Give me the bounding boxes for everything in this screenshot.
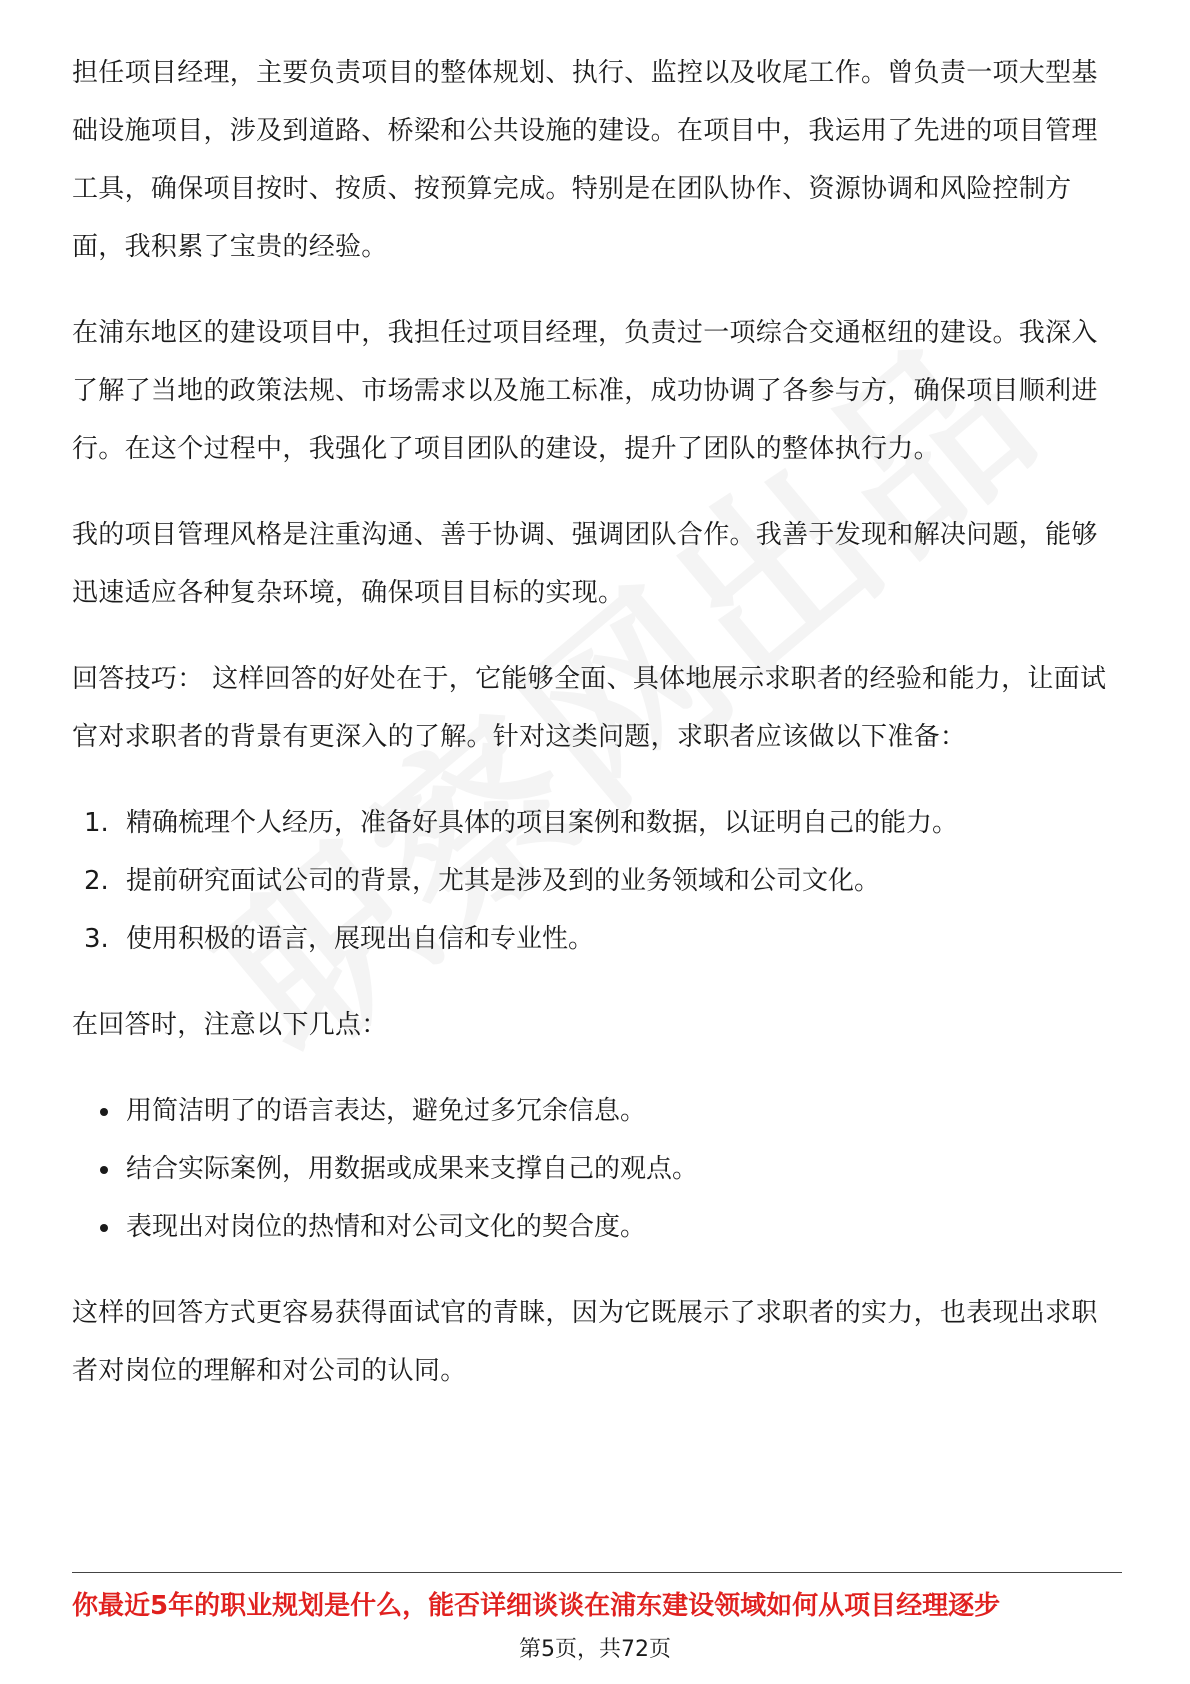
paragraph-conclusion: 这样的回答方式更容易获得面试官的青睐，因为它既展示了求职者的实力，也表现出求职者对岗位的理解和对公司的认同。 xyxy=(72,1298,1098,1386)
page-number: 第5页，共72页 xyxy=(519,1637,671,1662)
paragraph-tips: 回答技巧： 这样回答的好处在于，它能够全面、具体地展示求职者的经验和能力，让面试官对求职者的背景有更深入的了解。针对这类问题，求职者应该做以下准备： xyxy=(72,664,1107,752)
list-item-text: 结合实际案例，用数据或成果来支撑自己的观点。 xyxy=(126,1154,699,1184)
list-item xyxy=(72,1198,1122,1256)
list-item-text: 表现出对岗位的热情和对公司文化的契合度。 xyxy=(126,1212,647,1242)
list-item-text: 提前研究面试公司的背景，尤其是涉及到的业务领域和公司文化。 xyxy=(126,866,881,896)
list-item xyxy=(72,794,1122,852)
list-item xyxy=(72,910,1122,968)
bullet-icon xyxy=(100,1166,108,1174)
next-question-title: 你最近5年的职业规划是什么，能否详细谈谈在浦东建设领域如何从项目经理逐步 xyxy=(72,1591,1001,1621)
list-item xyxy=(72,852,1122,910)
list-item-text: 用简洁明了的语言表达，避免过多冗余信息。 xyxy=(126,1096,647,1126)
list-number: 2. xyxy=(84,866,109,896)
numbered-list xyxy=(72,794,1122,968)
footer-divider xyxy=(72,1572,1122,1573)
list-item xyxy=(72,1082,1122,1140)
main-content xyxy=(72,44,1122,1400)
paragraph-notes-intro: 在回答时，注意以下几点： xyxy=(72,1010,388,1040)
list-item-text: 使用积极的语言，展现出自信和专业性。 xyxy=(126,924,595,954)
list-number: 1. xyxy=(84,808,109,838)
list-number: 3. xyxy=(84,924,109,954)
paragraph-style: 我的项目管理风格是注重沟通、善于协调、强调团队合作。我善于发现和解决问题，能够迅速适应各种复杂环境，确保项目目标的实现。 xyxy=(72,520,1098,608)
bullet-icon xyxy=(100,1224,108,1232)
paragraph-experience: 担任项目经理，主要负责项目的整体规划、执行、监控以及收尾工作。曾负责一项大型基础设施项目，涉及到道路、桥梁和公共设施的建设。在项目中，我运用了先进的项目管理工具，确保项目按时、按质、按预算完成。特别是在团队协作、资源协调和风险控制方面，我积累了宝贵的经验。 xyxy=(72,58,1098,262)
bullet-icon xyxy=(100,1108,108,1116)
list-item xyxy=(72,1140,1122,1198)
bullet-list xyxy=(72,1082,1122,1256)
list-item-text: 精确梳理个人经历，准备好具体的项目案例和数据，以证明自己的能力。 xyxy=(126,808,959,838)
paragraph-pudong: 在浦东地区的建设项目中，我担任过项目经理，负责过一项综合交通枢纽的建设。我深入了解了当地的政策法规、市场需求以及施工标准，成功协调了各参与方，确保项目顺利进行。在这个过程中，我强化了项目团队的建设，提升了团队的整体执行力。 xyxy=(72,318,1098,464)
